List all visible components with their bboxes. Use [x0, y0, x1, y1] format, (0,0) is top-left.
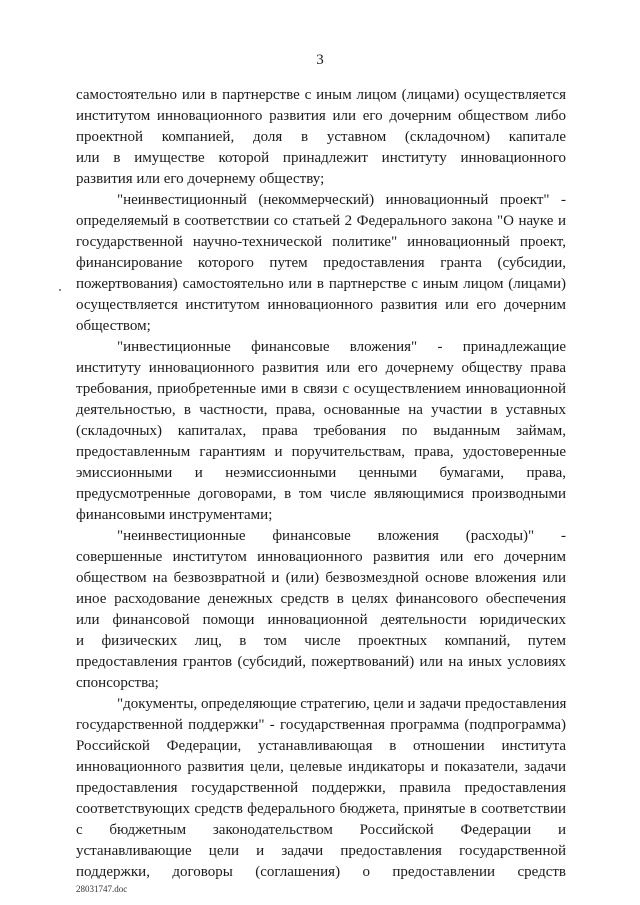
text-line: институту инновационного развития или его дочернему обществу права	[76, 360, 566, 376]
text-line: или в имуществе которой принадлежит институту инновационного	[76, 150, 566, 166]
text-line: (складочных) капиталах, права требования по выданным займам,	[76, 423, 566, 439]
text-line: или финансовой помощи инновационной деятельности юридических	[76, 612, 566, 628]
text-line: инновационного развития цели, целевые индикаторы и показатели, задачи	[76, 759, 566, 775]
text-line: эмиссионными и неэмиссионными ценными бумагами, права,	[76, 465, 566, 481]
text-line: деятельностью, в частности, права, основанные на участии в уставных	[76, 402, 566, 418]
paragraph-start: "неинвестиционные финансовые вложения (расходы)" -	[117, 528, 566, 544]
paragraph-start: "инвестиционные финансовые вложения" - принадлежащие	[117, 339, 566, 355]
text-line: иное расходование денежных средств в целях финансового обеспечения	[76, 591, 566, 607]
text-line: развития или его дочернему обществу;	[76, 171, 325, 187]
text-line: Российской Федерации, устанавливающая в отношении института	[76, 738, 566, 754]
text-line: самостоятельно или в партнерстве с иным лицом (лицами) осуществляется	[76, 87, 566, 103]
text-line: предоставленным гарантиям и поручительствам, права, удостоверенные	[76, 444, 566, 460]
text-line: пожертвования) самостоятельно или в партнерстве с иным лицом (лицами)	[76, 276, 566, 292]
text-line: государственной научно-технической политике" инновационный проект,	[76, 234, 566, 250]
text-line: проектной компанией, доля в уставном (складочном) капитале	[76, 129, 566, 145]
text-line: финансирование которого путем предоставления гранта (субсидии,	[76, 255, 566, 271]
text-line: государственной поддержки" - государственная программа (подпрограмма)	[76, 717, 566, 733]
text-line: спонсорства;	[76, 675, 159, 691]
text-line: и физических лиц, в том числе проектных компаний, путем	[76, 633, 566, 649]
text-line: соответствующих средств федерального бюджета, принятые в соответствии	[76, 801, 566, 817]
text-line: требования, приобретенные ими в связи с осуществлением инновационной	[76, 381, 566, 397]
text-line: осуществляется институтом инновационного развития или его дочерним	[76, 297, 566, 313]
text-line: предоставления грантов (субсидий, пожертвований) или на иных условиях	[76, 654, 566, 670]
text-line: обществом;	[76, 318, 151, 334]
text-line: совершенные институтом инновационного развития или его дочерним	[76, 549, 566, 565]
paragraph-start: "документы, определяющие стратегию, цели и задачи предоставления	[117, 696, 567, 712]
page-number: 3	[316, 52, 324, 68]
text-line: финансовыми инструментами;	[76, 507, 273, 523]
text-line: с бюджетным законодательством Российской Федерации и	[76, 822, 566, 838]
paragraph-start: "неинвестиционный (некоммерческий) инновационный проект" -	[117, 192, 566, 208]
text-line: поддержки, договоры (соглашения) о предоставлении средств	[76, 864, 566, 880]
text-line: определяемый в соответствии со статьей 2 Федерального закона "О науке и	[76, 213, 566, 229]
text-line: обществом на безвозвратной и (или) безвозмездной основе вложения или	[76, 570, 566, 586]
scan-speck	[59, 289, 61, 291]
text-line: устанавливающие цели и задачи предоставления государственной	[76, 843, 566, 859]
text-line: предусмотренные договорами, в том числе являющимися производными	[76, 486, 566, 502]
text-line: предоставления государственной поддержки, правила предоставления	[76, 780, 566, 796]
document-file-reference: 28031747.doc	[76, 884, 128, 894]
text-line: институтом инновационного развития или его дочерним обществом либо	[76, 108, 566, 124]
